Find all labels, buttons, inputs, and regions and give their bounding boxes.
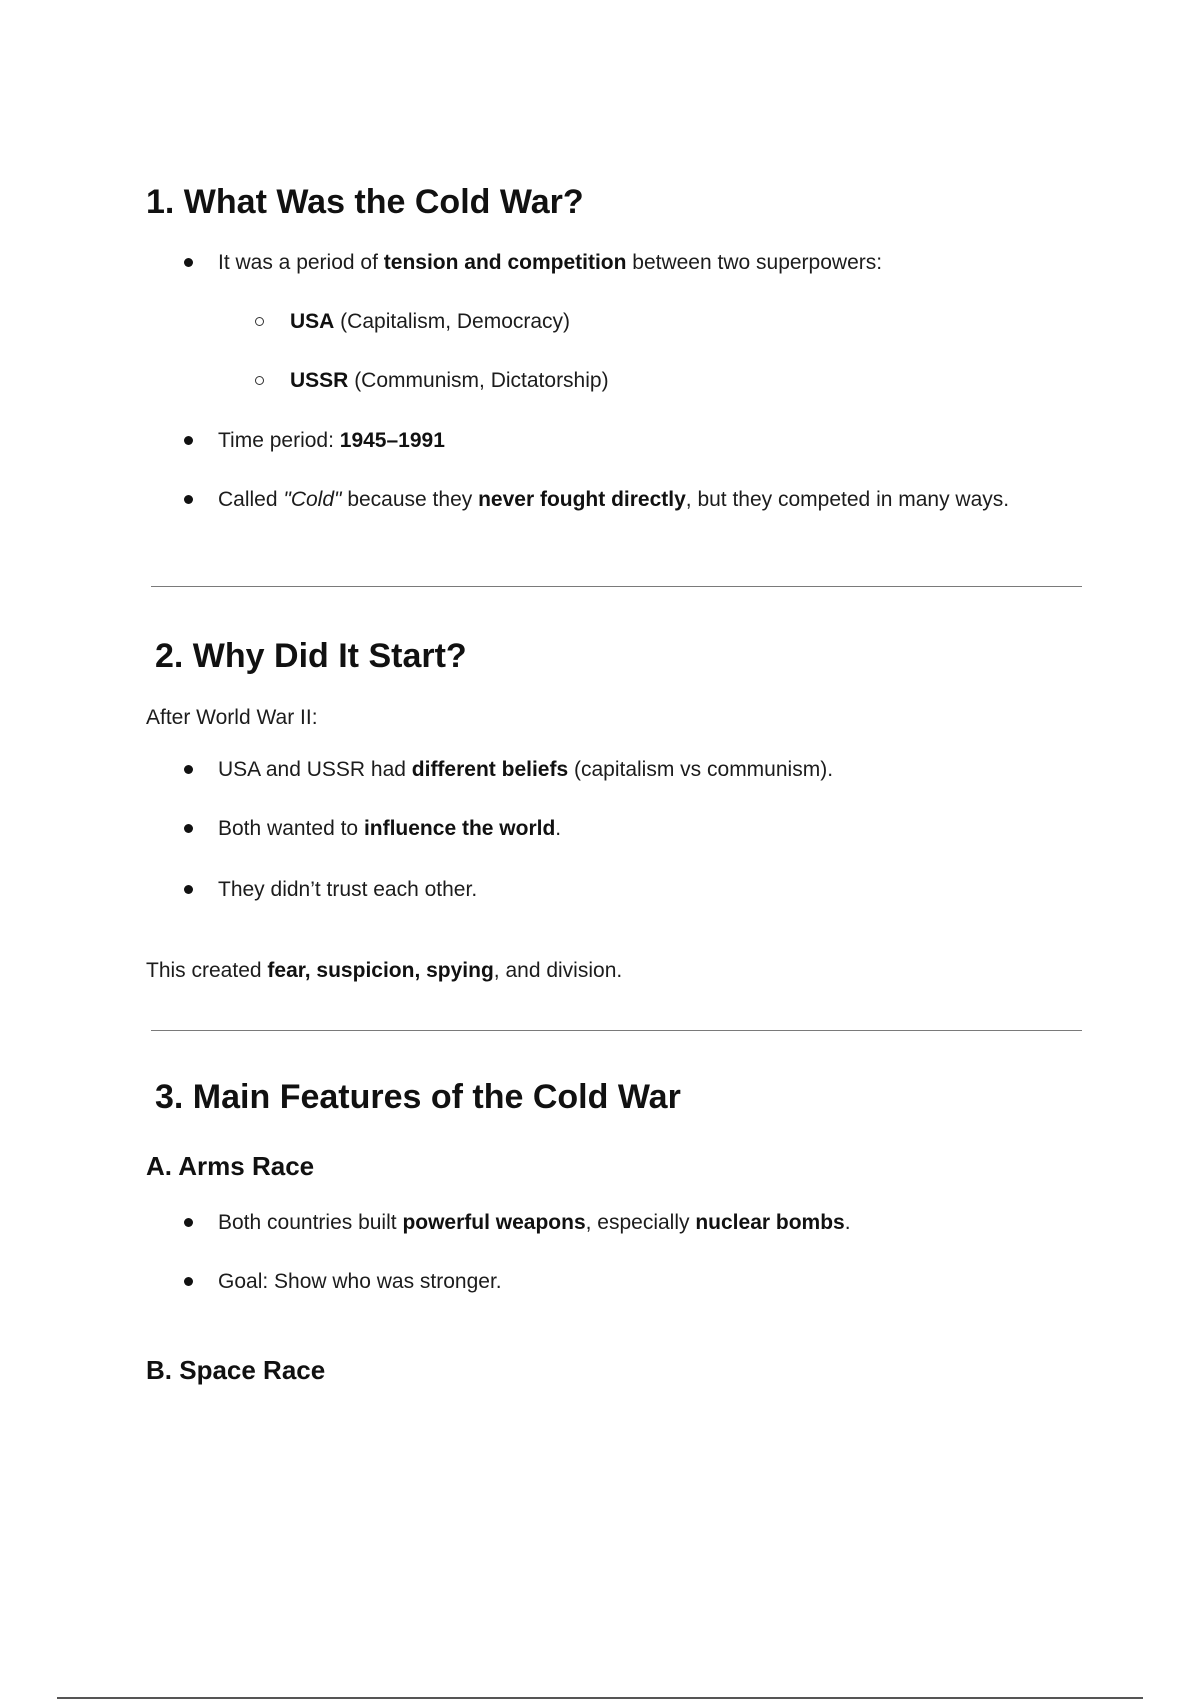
bullet-dot — [184, 495, 193, 504]
subsection-a-bullet-2: Goal: Show who was stronger. — [218, 1270, 502, 1293]
page-bottom-rule — [57, 1697, 1143, 1699]
section-1-bullet-1: It was a period of tension and competition between two superpowers: — [218, 251, 883, 274]
section-2-intro: After World War II: — [146, 706, 318, 729]
section-2-bullet-1: USA and USSR had different beliefs (capitalism vs communism). — [218, 758, 834, 781]
sub-bullet-circle — [255, 317, 264, 326]
bullet-dot — [184, 1218, 193, 1227]
bullet-dot — [184, 885, 193, 894]
subsection-a-heading: A. Arms Race — [146, 1151, 315, 1181]
horizontal-rule — [151, 586, 1082, 587]
bullet-dot — [184, 1277, 193, 1286]
section-1-sub-bullet-usa: USA (Capitalism, Democracy) — [290, 310, 571, 333]
subsection-a-bullet-1: Both countries built powerful weapons, especially nuclear bombs. — [218, 1211, 851, 1234]
section-2-heading: 2. Why Did It Start? — [155, 637, 467, 675]
section-2-closing: This created fear, suspicion, spying, and division. — [146, 959, 623, 982]
sub-bullet-circle — [255, 376, 264, 385]
section-1-sub-bullet-ussr: USSR (Communism, Dictatorship) — [290, 369, 609, 392]
bullet-dot — [184, 436, 193, 445]
horizontal-rule — [151, 1030, 1082, 1031]
section-2-bullet-2: Both wanted to influence the world. — [218, 817, 562, 840]
bullet-dot — [184, 258, 193, 267]
section-3-heading: 3. Main Features of the Cold War — [155, 1078, 681, 1116]
section-2-bullet-3: They didn’t trust each other. — [218, 878, 478, 901]
section-1-bullet-3: Called "Cold" because they never fought directly, but they competed in many ways. — [218, 488, 1010, 511]
bullet-dot — [184, 765, 193, 774]
subsection-b-heading: B. Space Race — [146, 1355, 326, 1385]
bullet-dot — [184, 824, 193, 833]
section-1-bullet-2: Time period: 1945–1991 — [218, 429, 445, 452]
section-1-heading: 1. What Was the Cold War? — [146, 183, 584, 221]
